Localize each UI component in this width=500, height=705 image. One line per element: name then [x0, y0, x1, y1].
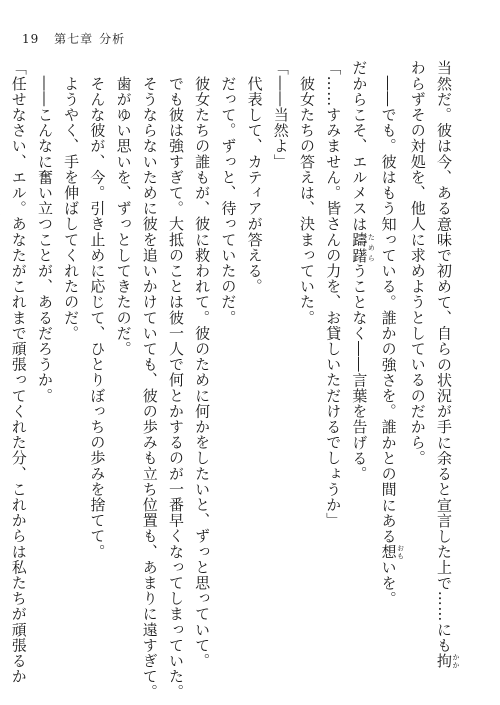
page-number: 19 [22, 32, 40, 46]
furigana-reading: ためら [367, 231, 376, 263]
text-line-7: 「――当然よ」 [271, 60, 290, 170]
furigana-reading: おも [396, 543, 405, 560]
running-header [22, 30, 125, 47]
text-line-15: ようやく、手を伸ばしてくれたのだ。 [62, 60, 81, 341]
text-line-17: 「任せなさい、エル。あなたがこれまで頑張ってくれた分、これからは私たちが頑張るか [9, 60, 28, 684]
text-line-10: 彼女たちの誰もが、彼に救われて。彼のために何かをしたいと、ずっと思っていて。 [193, 60, 212, 669]
body-text [9, 60, 460, 700]
text-line-2: わらずその対処を、他人に求めようとしているのだから。 [408, 60, 427, 466]
text-line-8: 代表して、カティアが答える。 [245, 60, 264, 294]
furigana-ruby: 想 おも [379, 543, 405, 560]
text-line-9: だって。ずっと、待っていたのだ。 [219, 60, 238, 326]
furigana-ruby: 躊躇 ためら [350, 231, 376, 263]
text-line-6: 彼女たちの答えは、決まっていた。 [297, 60, 316, 326]
text-line-11: でも彼は強すぎて。大抵のことは彼一人で何とかするのが一番早くなってしまっていた。 [166, 60, 185, 700]
text-line-16: ――こんなに奮い立つことが、あるだろうか。 [35, 60, 54, 404]
text-line-1: 当然だ。彼は今、ある意味で初めて、自らの状況が手に余ると宣言した上で……にも拘 かか [435, 60, 460, 669]
text-line-5: 「……すみません。皆さんの力を、お貸しいただけるでしょうか」 [324, 60, 343, 528]
furigana-reading: かか [452, 653, 460, 669]
text-line-14: そんな彼が、今。引き止めに応じて、ひとりぼっちの歩みを捨てて。 [88, 60, 107, 560]
text-line-4: だからこそ、エルメスは躊躇 ためらうことなく――言葉を告げる。 [350, 60, 376, 482]
chapter-title: 分析 [99, 32, 126, 46]
text-line-13: 歯がゆい思いを、ずっとしてきたのだ。 [114, 60, 133, 357]
text-line-18 [0, 60, 6, 690]
furigana-ruby: 拘 かか [435, 653, 460, 669]
chapter-label: 第七章 [54, 32, 94, 46]
text-line-3: ――でも。彼はもう知っている。誰かの強さを。誰かとの間にある想 おもいを。 [379, 75, 405, 607]
text-line-12: そうならないために彼を追いかけていても、彼の歩みも立ち位置も、あまりに遠すぎて。 [140, 60, 159, 700]
